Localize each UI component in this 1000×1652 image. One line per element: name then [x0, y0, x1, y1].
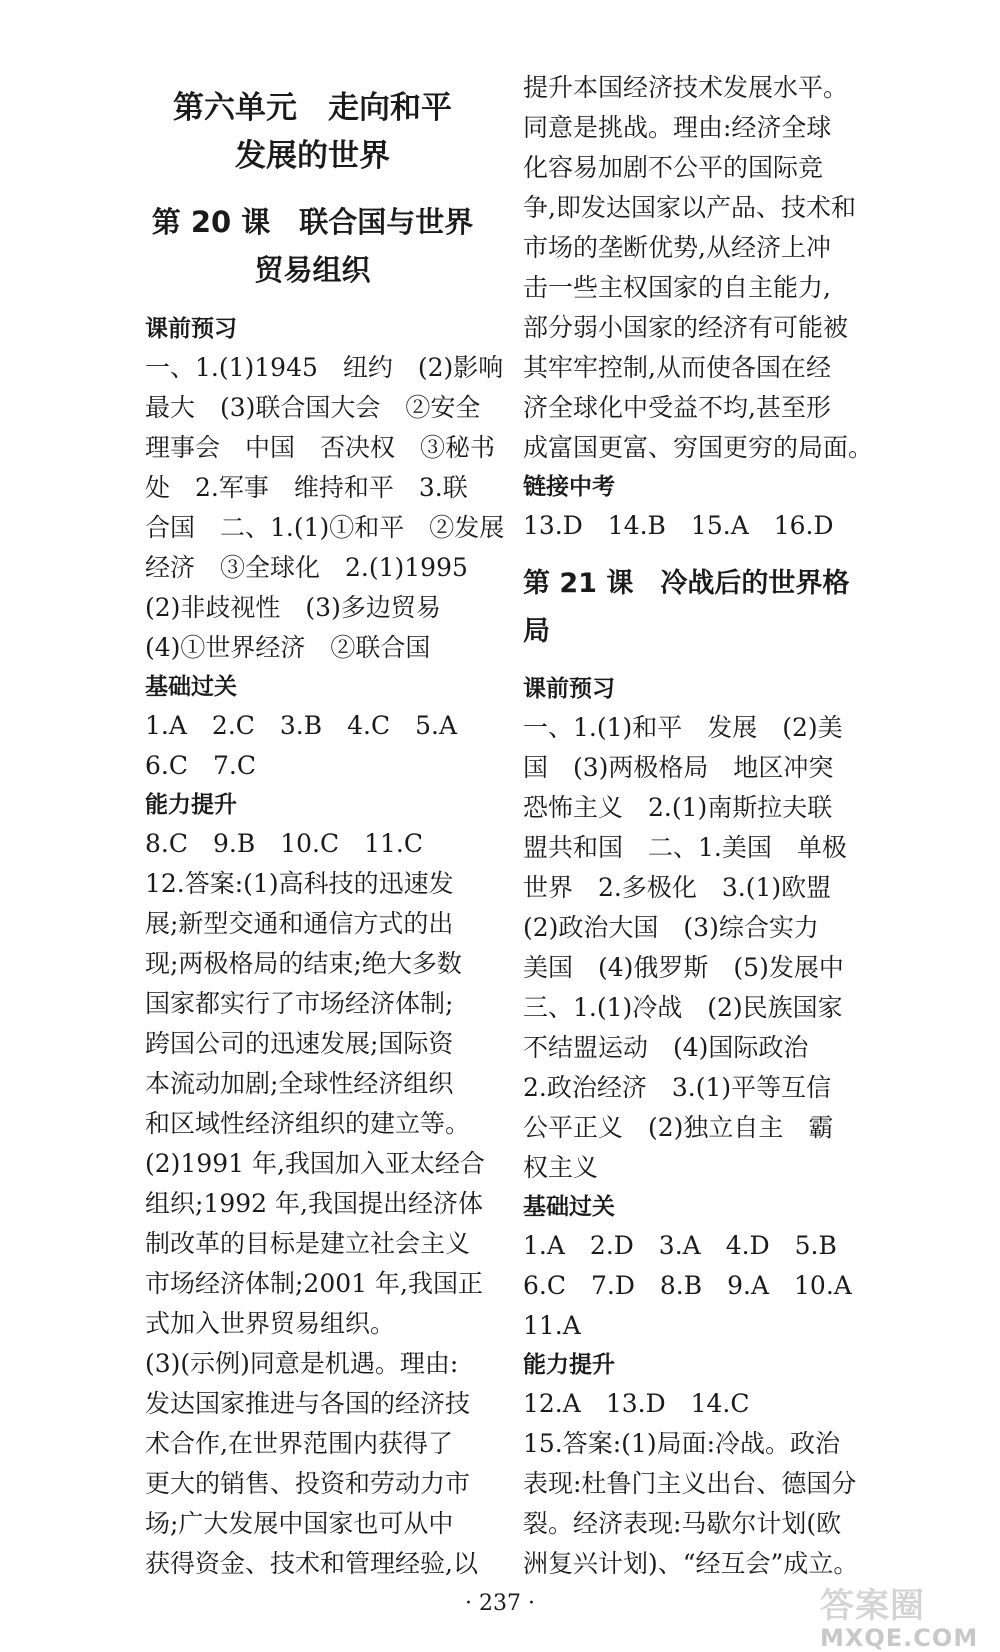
right-column [523, 0, 874, 1584]
answer-line: 盟共和国 二、1.美国 单极 [523, 833, 847, 862]
answer-line: (2)政治大国 (3)综合实力 [523, 913, 819, 942]
answer-line: 其牢牢控制,从而使各国在经 [523, 353, 831, 382]
answer-line: 更大的销售、投资和劳动力市 [145, 1469, 471, 1498]
answer-line: 经济 ③全球化 2.(1)1995 [145, 553, 468, 582]
answer-line: 8.C 9.B 10.C 11.C [145, 829, 423, 858]
answer-line: (3)(示例)同意是机遇。理由: [145, 1349, 459, 1378]
watermark-text: MXQE.COM [820, 1624, 979, 1652]
answer-line: 权主义 [523, 1153, 599, 1182]
section-heading-preview: 课前预习 [523, 676, 615, 702]
answer-line: 国 (3)两极格局 地区冲突 [523, 753, 834, 782]
lesson-title-line: 贸易组织 [254, 253, 371, 287]
watermark-logo: 答案圈 [820, 1586, 925, 1626]
answer-line: 15.答案:(1)局面:冷战。政治 [523, 1429, 841, 1458]
answer-line: 恐怖主义 2.(1)南斯拉夫联 [523, 793, 833, 822]
section-heading-basic: 基础过关 [145, 674, 237, 700]
answer-line: 济全球化中受益不均,甚至形 [523, 393, 831, 422]
unit-title [145, 84, 480, 180]
lesson-20-title [145, 198, 480, 294]
answer-line: 术合作,在世界范围内获得了 [145, 1429, 453, 1458]
answer-line: (2)非歧视性 (3)多边贸易 [145, 593, 441, 622]
answer-line: 制改革的目标是建立社会主义 [145, 1229, 471, 1258]
page-number: · 237 · [465, 1591, 535, 1616]
section-heading-basic: 基础过关 [523, 1194, 615, 1220]
section-heading-link-exam: 链接中考 [523, 474, 615, 500]
answer-line: (4)①世界经济 ②联合国 [145, 633, 431, 662]
lesson-21-title: 第 21 课 冷战后的世界格局 [523, 568, 850, 647]
answer-line: 争,即发达国家以产品、技术和 [523, 193, 856, 222]
answer-line: 不结盟运动 (4)国际政治 [523, 1033, 809, 1062]
section-heading-ability: 能力提升 [145, 792, 237, 818]
answer-line: 本流动加剧;全球性经济组织 [145, 1069, 454, 1098]
answer-line: 式加入世界贸易组织。 [145, 1309, 396, 1338]
answer-line: 6.C 7.C [145, 751, 256, 780]
answer-line: 美国 (4)俄罗斯 (5)发展中 [523, 953, 844, 982]
answer-line: 世界 2.多极化 3.(1)欧盟 [523, 873, 832, 902]
answer-line: 合国 二、1.(1)①和平 ②发展 [145, 513, 505, 542]
answer-line: 6.C 7.D 8.B 9.A 10.A [523, 1271, 852, 1300]
answer-line: 13.D 14.B 15.A 16.D [523, 511, 834, 540]
answer-line: 获得资金、技术和管理经验,以 [145, 1549, 478, 1578]
answer-line: 场;广大发展中国家也可从中 [145, 1509, 454, 1538]
answer-line: 表现:杜鲁门主义出台、德国分 [523, 1469, 857, 1498]
answer-line: 化容易加剧不公平的国际竞 [523, 153, 824, 182]
answer-line: 市场的垄断优势,从经济上冲 [523, 233, 831, 262]
answer-line: 处 2.军事 维持和平 3.联 [145, 473, 468, 502]
left-column [145, 0, 505, 1584]
answer-line: 国家都实行了市场经济体制; [145, 989, 454, 1018]
answer-line: 一、1.(1)和平 发展 (2)美 [523, 713, 843, 742]
answer-line: 最大 (3)联合国大会 ②安全 [145, 393, 481, 422]
answer-line: 同意是挑战。理由:经济全球 [523, 113, 832, 142]
answer-line: 1.A 2.D 3.A 4.D 5.B [523, 1231, 837, 1260]
answer-line: 组织;1992 年,我国提出经济体 [145, 1189, 483, 1218]
answer-line: 公平正义 (2)独立自主 霸 [523, 1113, 834, 1142]
answer-line: 市场经济体制;2001 年,我国正 [145, 1269, 483, 1298]
answer-line: 展;新型交通和通信方式的出 [145, 909, 454, 938]
answer-line: 成富国更富、穷国更穷的局面。 [523, 433, 874, 462]
lesson-title-line: 第 20 课 联合国与世界 [151, 205, 474, 239]
answer-line: (2)1991 年,我国加入亚太经合 [145, 1149, 485, 1178]
answer-line: 12.A 13.D 14.C [523, 1389, 750, 1418]
answer-line: 1.A 2.C 3.B 4.C 5.A [145, 711, 457, 740]
answer-line: 11.A [523, 1311, 581, 1340]
answer-line: 跨国公司的迅速发展;国际资 [145, 1029, 454, 1058]
answer-line: 现;两极格局的结束;绝大多数 [145, 949, 462, 978]
section-heading-ability: 能力提升 [523, 1352, 615, 1378]
answer-line: 洲复兴计划)、“经互会”成立。 [523, 1549, 859, 1578]
answer-line: 部分弱小国家的经济有可能被 [523, 313, 849, 342]
answer-line: 12.答案:(1)高科技的迅速发 [145, 869, 454, 898]
answer-line: 和区域性经济组织的建立等。 [145, 1109, 471, 1138]
watermark [820, 1588, 978, 1652]
answer-line: 理事会 中国 否决权 ③秘书 [145, 433, 496, 462]
unit-title-line: 第六单元 走向和平 [173, 90, 452, 126]
section-heading-preview: 课前预习 [145, 316, 237, 342]
answer-line: 2.政治经济 3.(1)平等互信 [523, 1073, 832, 1102]
answer-line: 三、1.(1)冷战 (2)民族国家 [523, 993, 843, 1022]
answer-line: 发达国家推进与各国的经济技 [145, 1389, 471, 1418]
answer-line: 提升本国经济技术发展水平。 [523, 73, 849, 102]
answer-line: 裂。经济表现:马歇尔计划(欧 [523, 1509, 842, 1538]
unit-title-line: 发展的世界 [235, 138, 390, 174]
answer-line: 一、1.(1)1945 纽约 (2)影响 [145, 353, 504, 382]
answer-line: 击一些主权国家的自主能力, [523, 273, 831, 302]
